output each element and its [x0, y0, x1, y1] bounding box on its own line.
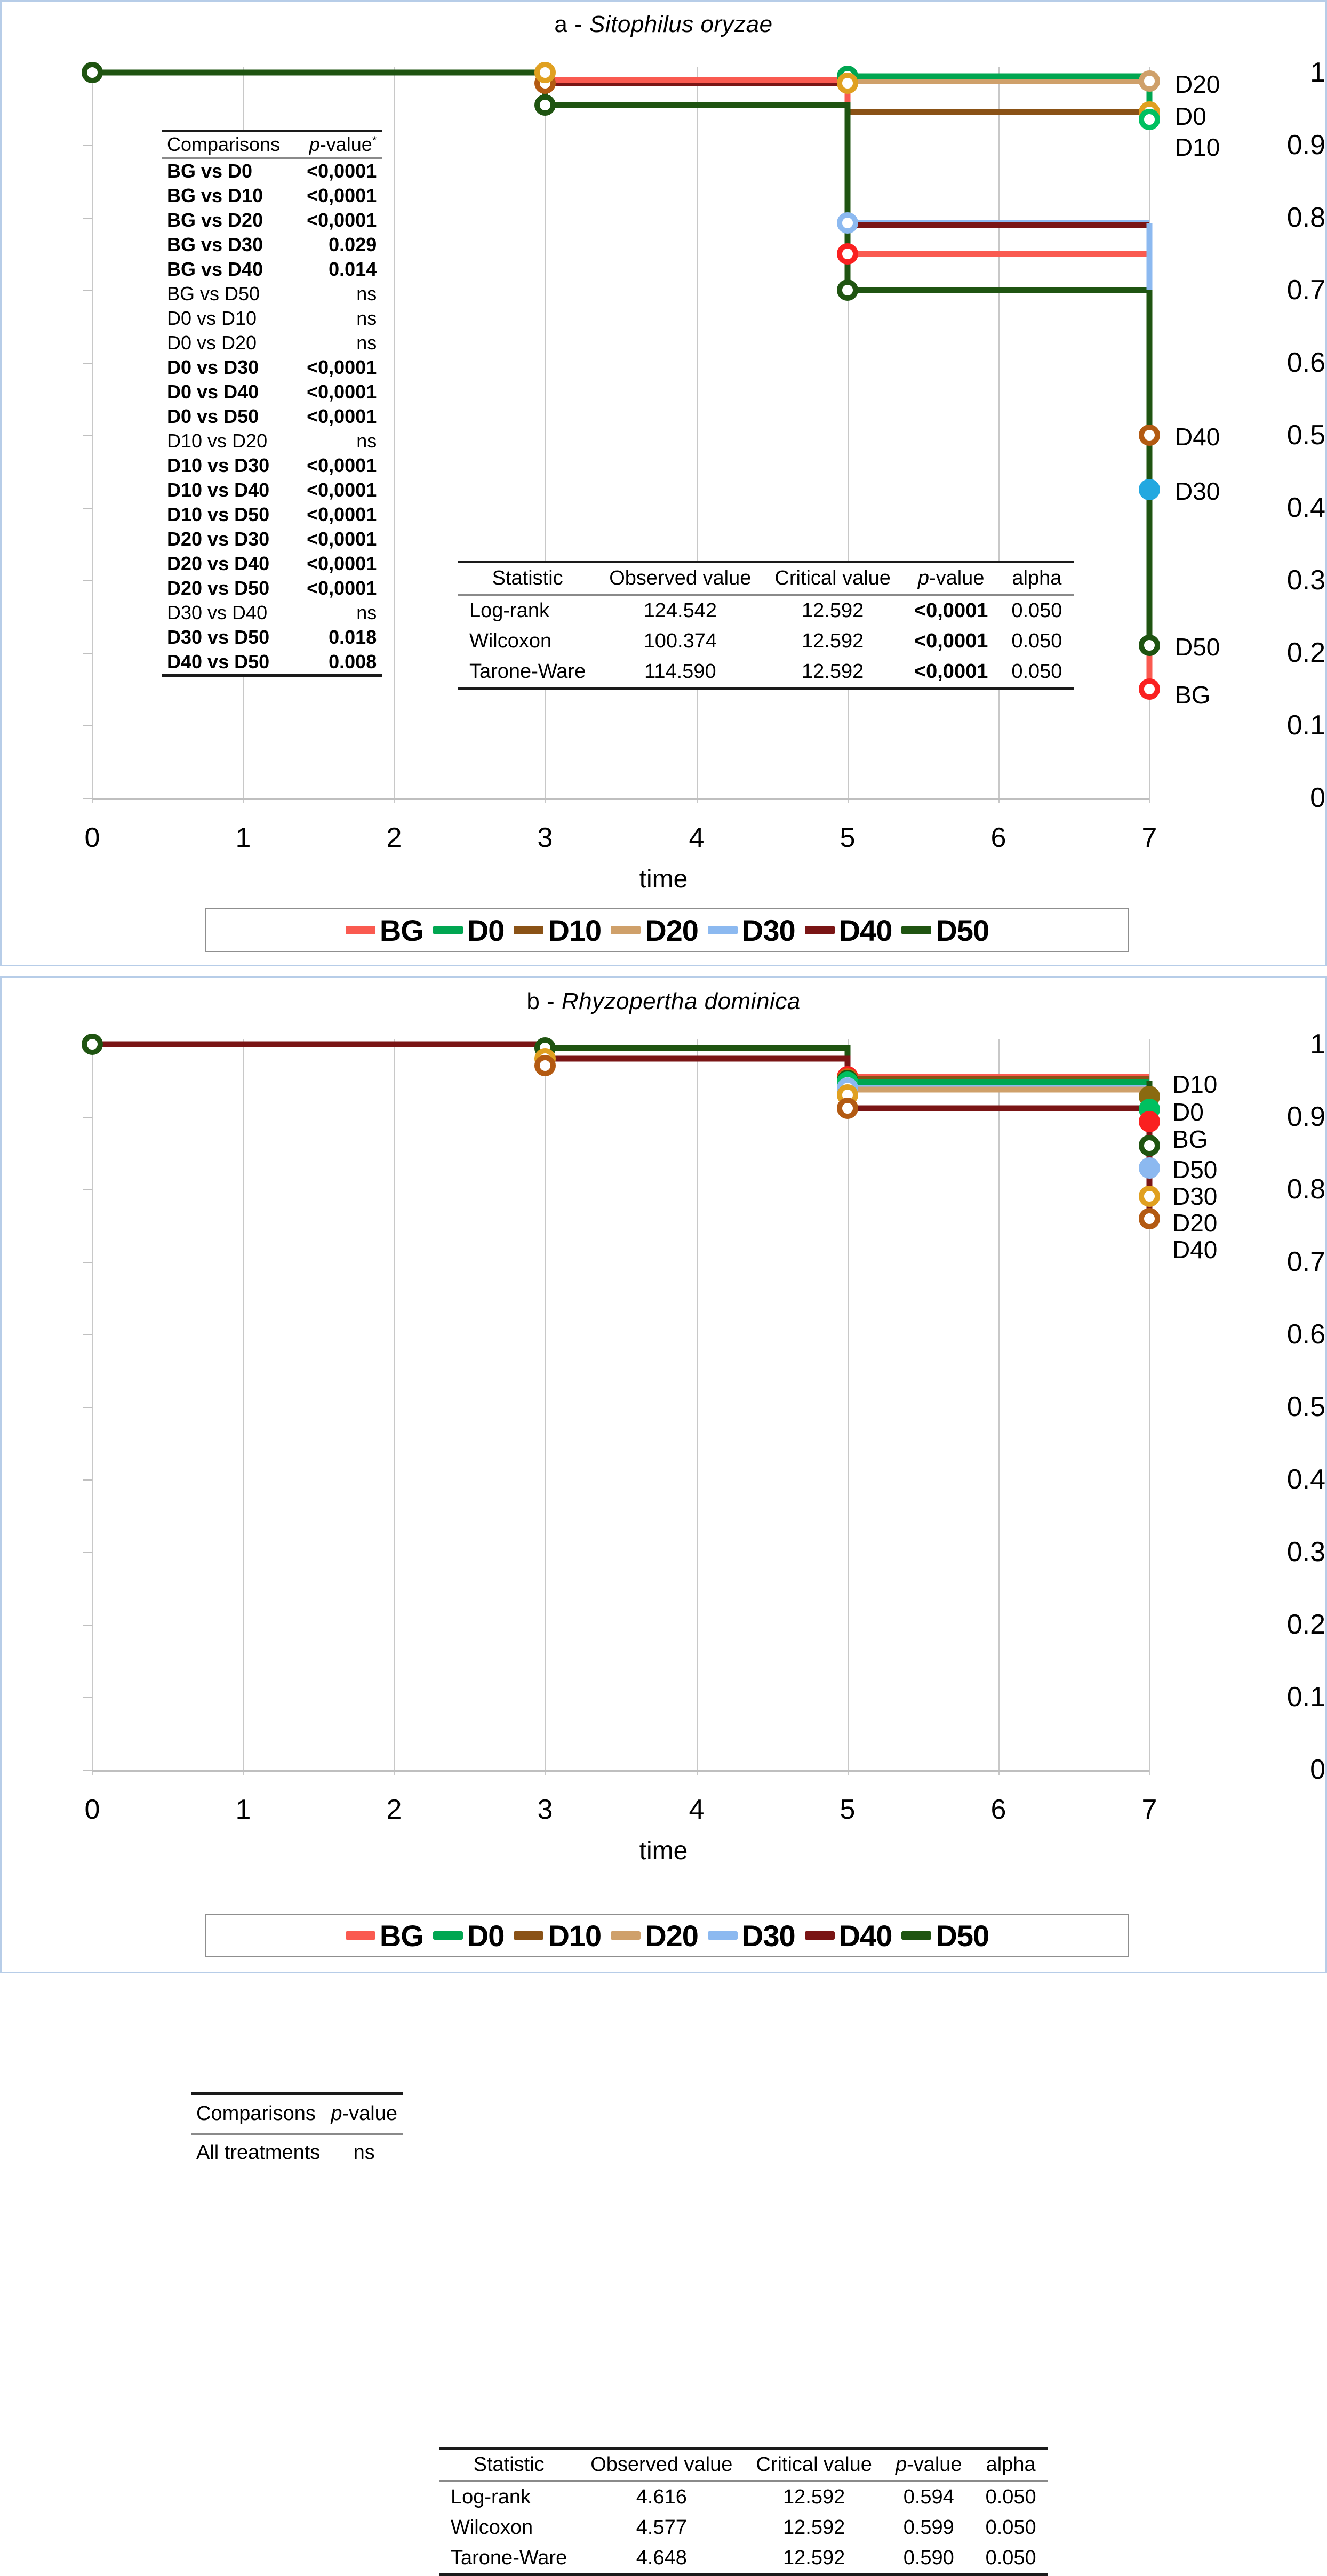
panel-b-ytick-03: 0.3 [1286, 1537, 1325, 1567]
panel-a-endlabel-D50: D50 [1175, 633, 1220, 661]
legend-item-D10[interactable] [514, 913, 601, 948]
panel-b-ytick-07: 0.7 [1286, 1246, 1325, 1277]
comparison-label: BG vs D30 [167, 234, 263, 255]
panel-a [0, 0, 1327, 966]
marker-start [84, 65, 100, 81]
comparison-label: D30 vs D50 [167, 626, 270, 648]
legend-label-D40: D40 [838, 1918, 892, 1953]
y-tick-mark-06 [83, 1334, 92, 1335]
stat-critical: 12.592 [783, 2486, 845, 2508]
comparison-pvalue: 0.008 [329, 651, 377, 673]
legend-label-D10: D10 [548, 1918, 602, 1953]
panel-a-xtick-2: 2 [386, 822, 402, 853]
y-tick-mark-07 [83, 1262, 92, 1263]
table-row [191, 2134, 403, 2171]
stat-alpha: 0.050 [985, 2486, 1036, 2508]
table-row [162, 380, 382, 404]
comparison-pvalue: <0,0001 [307, 553, 377, 574]
legend-swatch-D30 [708, 926, 738, 934]
y-tick-mark-05 [83, 1407, 92, 1408]
stat-observed: 100.374 [643, 630, 717, 652]
y-tick-mark-01 [83, 725, 92, 726]
marker-D30-x5 [840, 215, 856, 231]
legend-swatch-BG [346, 926, 375, 934]
legend-swatch-D0 [433, 1931, 463, 1940]
legend-label-D20: D20 [645, 913, 698, 947]
panel-b-xaxis-title: time [639, 1837, 688, 1865]
comparisons-header-pvalue: p-value [331, 2102, 397, 2125]
panel-b-endlabel-D40: D40 [1172, 1236, 1218, 1263]
comparison-label: D20 vs D30 [167, 528, 270, 550]
comparison-label: D20 vs D50 [167, 577, 270, 599]
comparison-pvalue: <0,0001 [307, 503, 377, 525]
table-row [162, 233, 382, 257]
panel-a-xtick-1: 1 [235, 822, 251, 853]
stat-pvalue: <0,0001 [914, 630, 988, 652]
comparison-label: D10 vs D20 [167, 430, 268, 452]
table-row [458, 657, 1074, 689]
comparison-label: D0 vs D20 [167, 332, 257, 354]
panel-b-title [2, 988, 1325, 1015]
legend-swatch-D20 [611, 1931, 641, 1940]
panel-a-ytick-1: 1 [1310, 57, 1325, 88]
comparison-label: D20 vs D40 [167, 553, 270, 574]
panel-a-xtick-7: 7 [1141, 822, 1157, 853]
legend-item-D30[interactable] [708, 913, 795, 948]
comparisons-header-label: Comparisons [167, 133, 281, 155]
marker-D40-x7 [1141, 427, 1157, 443]
panel-b-endlabel-D10: D10 [1172, 1070, 1218, 1098]
stat-thead [458, 562, 1074, 595]
table-row [162, 625, 382, 650]
stat-critical: 12.592 [802, 630, 864, 652]
y-tick-mark-03 [83, 1552, 92, 1553]
panel-b [0, 976, 1327, 2569]
marker-D20-x5 [840, 75, 856, 91]
legend-label-D20: D20 [645, 1918, 698, 1953]
comparisons-tbody [162, 158, 382, 676]
panel-b-legend [205, 1914, 1129, 1957]
stat-observed: 124.542 [643, 599, 717, 622]
stat-pvalue: 0.594 [903, 2486, 954, 2508]
marker-D30-x7 [1141, 482, 1157, 498]
stat-alpha: 0.050 [985, 2516, 1036, 2539]
comparison-pvalue: ns [356, 430, 377, 452]
stat-tbody [439, 2481, 1048, 2575]
stat-alpha: 0.050 [985, 2547, 1036, 2569]
marker-start [84, 1036, 100, 1052]
x-axis-line [92, 1770, 1149, 1772]
panel-b-endlabel-D30: D30 [1172, 1182, 1218, 1210]
marker-D30-x7 [1141, 1160, 1157, 1176]
comparison-label: BG vs D40 [167, 258, 263, 280]
panel-b-xtick-0: 0 [84, 1794, 100, 1825]
table-row [162, 208, 382, 233]
table-row [162, 306, 382, 331]
comparison-pvalue: ns [356, 307, 377, 329]
table-row [162, 404, 382, 429]
panel-b-ytick-1: 1 [1310, 1029, 1325, 1060]
legend-swatch-D40 [805, 926, 835, 934]
legend-item-D50[interactable] [901, 913, 989, 948]
legend-item-D0[interactable] [433, 913, 505, 948]
panel-a-title [2, 11, 1325, 38]
legend-item-D40[interactable] [805, 1918, 892, 1953]
comparison-pvalue: ns [353, 2141, 375, 2164]
stat-tbody [458, 595, 1074, 689]
stat-header-statistic: Statistic [492, 567, 563, 589]
table-row [162, 650, 382, 676]
legend-item-BG[interactable] [346, 1918, 423, 1953]
stat-header-pvalue: p-value [917, 567, 985, 589]
comparisons-header-row [191, 2094, 403, 2134]
comparison-label: D0 vs D50 [167, 405, 259, 427]
comparison-label: D10 vs D50 [167, 503, 270, 525]
legend-label-D40: D40 [838, 913, 892, 947]
marker-D20-x7 [1141, 1188, 1157, 1204]
panel-b-xtick-6: 6 [990, 1794, 1006, 1825]
legend-label-D30: D30 [741, 913, 795, 947]
table-row [162, 502, 382, 527]
legend-item-BG[interactable] [346, 913, 423, 948]
panel-b-ytick-08: 0.8 [1286, 1174, 1325, 1205]
stat-header-alpha: alpha [1012, 567, 1062, 589]
comparison-label: BG vs D50 [167, 283, 260, 305]
stat-name: Wilcoxon [451, 2516, 533, 2539]
comparison-label: D0 vs D10 [167, 307, 257, 329]
table-row [162, 183, 382, 208]
panel-a-xtick-6: 6 [990, 822, 1006, 853]
marker-D50-x7 [1141, 637, 1157, 653]
comparisons-thead [162, 131, 382, 158]
y-tick-mark-07 [83, 290, 92, 291]
panel-b-xtick-5: 5 [840, 1794, 856, 1825]
stat-pvalue: 0.590 [903, 2547, 954, 2569]
panel-a-endlabel-D20: D20 [1175, 70, 1220, 98]
table-row [458, 626, 1074, 657]
panel-a-ytick-05: 0.5 [1286, 420, 1325, 451]
p-rest: -value [319, 133, 372, 155]
table-row [439, 2481, 1048, 2513]
comparison-pvalue: ns [356, 283, 377, 305]
panel-b-xtick-4: 4 [689, 1794, 705, 1825]
y-tick-mark-05 [83, 435, 92, 436]
comparison-pvalue: <0,0001 [307, 528, 377, 550]
legend-item-D20[interactable] [611, 913, 698, 948]
panel-b-title-species: Rhyzopertha dominica [561, 988, 801, 1014]
comparison-label: D40 vs D50 [167, 651, 270, 673]
comparison-label: BG vs D20 [167, 209, 263, 231]
stat-name: Log-rank [469, 599, 549, 622]
stat-pvalue: 0.599 [903, 2516, 954, 2539]
legend-swatch-BG [346, 1931, 375, 1940]
comparison-pvalue: <0,0001 [307, 479, 377, 501]
stat-header-alpha: alpha [986, 2453, 1036, 2476]
panel-a-comparisons-table [162, 130, 382, 677]
comparison-label: D0 vs D30 [167, 356, 259, 378]
table-row [162, 355, 382, 380]
stat-critical: 12.592 [802, 660, 864, 683]
comparisons-header-pvalue [301, 131, 382, 158]
legend-label-BG: BG [379, 913, 423, 947]
stat-pvalue: <0,0001 [914, 660, 988, 683]
stat-observed: 4.648 [636, 2547, 687, 2569]
panel-b-endlabel-BG: BG [1172, 1125, 1208, 1153]
legend-item-D20[interactable] [611, 1918, 698, 1953]
comparison-pvalue: <0,0001 [307, 381, 377, 403]
stat-name: Log-rank [451, 2486, 531, 2508]
panel-b-ytick-06: 0.6 [1286, 1319, 1325, 1350]
comparison-pvalue: 0.018 [329, 626, 377, 648]
panel-b-endlabel-D0: D0 [1172, 1098, 1204, 1126]
stat-header-row [458, 562, 1074, 595]
comparison-pvalue: <0,0001 [307, 185, 377, 206]
table-row [458, 595, 1074, 626]
legend-swatch-D20 [611, 926, 641, 934]
legend-item-D50[interactable] [901, 1918, 989, 1953]
marker-D40-x5 [840, 1100, 856, 1116]
stat-header-observed: Observed value [590, 2453, 733, 2476]
p-italic: p [309, 133, 320, 155]
stat-header-statistic: Statistic [473, 2453, 545, 2476]
legend-label-D10: D10 [548, 913, 602, 947]
marker-D50-x7 [1141, 1138, 1157, 1154]
table-row [439, 2513, 1048, 2543]
comparison-label: All treatments [196, 2141, 321, 2164]
panel-b-xtick-3: 3 [537, 1794, 553, 1825]
y-tick-mark-0 [83, 798, 92, 799]
table-row [162, 527, 382, 551]
panel-a-ytick-06: 0.6 [1286, 347, 1325, 378]
panel-b-survival-curves [92, 1044, 1149, 1770]
marker-D20-x3 [537, 65, 553, 81]
table-row [162, 576, 382, 601]
comparison-pvalue: <0,0001 [307, 405, 377, 427]
comparisons-thead [191, 2094, 403, 2134]
legend-swatch-D40 [805, 1931, 835, 1940]
stat-name: Wilcoxon [469, 630, 552, 652]
stat-alpha: 0.050 [1011, 599, 1062, 622]
panel-a-ytick-08: 0.8 [1286, 202, 1325, 233]
legend-item-D30[interactable] [708, 1918, 795, 1953]
comparison-pvalue: 0.014 [329, 258, 377, 280]
y-tick-mark-03 [83, 580, 92, 581]
stat-name: Tarone-Ware [469, 660, 586, 683]
table-row [162, 478, 382, 502]
panel-b-xtick-1: 1 [235, 1794, 251, 1825]
stat-name: Tarone-Ware [451, 2547, 567, 2569]
comparison-pvalue: ns [356, 602, 377, 623]
marker-D40-x7 [1141, 1211, 1157, 1227]
legend-swatch-D10 [514, 1931, 543, 1940]
legend-swatch-D50 [901, 1931, 931, 1940]
comparison-label: D10 vs D40 [167, 479, 270, 501]
panel-a-endlabel-D40: D40 [1175, 423, 1220, 451]
table-row [162, 282, 382, 306]
panel-a-endlabel-D0: D0 [1175, 102, 1206, 130]
panel-a-ytick-03: 0.3 [1286, 565, 1325, 596]
panel-a-xtick-0: 0 [84, 822, 100, 853]
legend-label-D30: D30 [741, 1918, 795, 1953]
table-row [162, 158, 382, 183]
y-tick-mark-01 [83, 1697, 92, 1698]
legend-item-D10[interactable] [514, 1918, 601, 1953]
table-row [162, 453, 382, 478]
comparisons-tbody [191, 2134, 403, 2171]
stat-critical: 12.592 [783, 2516, 845, 2539]
panel-b-markers [84, 1036, 1157, 1227]
panel-b-ytick-04: 0.4 [1286, 1464, 1325, 1495]
comparison-label: D30 vs D40 [167, 602, 268, 623]
marker-D40-x3 [537, 1058, 553, 1074]
y-tick-mark-09 [83, 145, 92, 146]
stat-critical: 12.592 [802, 599, 864, 622]
panel-a-ytick-04: 0.4 [1286, 492, 1325, 523]
comparison-pvalue: 0.029 [329, 234, 377, 255]
legend-label-D0: D0 [467, 1918, 505, 1953]
y-tick-mark-08 [83, 218, 92, 219]
panel-b-xtick-7: 7 [1141, 1794, 1157, 1825]
x-axis-line [92, 798, 1149, 800]
stat-alpha: 0.050 [1011, 660, 1062, 683]
marker-BG-x7 [1141, 1114, 1157, 1130]
panel-b-endlabel-D50: D50 [1172, 1156, 1218, 1183]
marker-D0-x7 [1141, 111, 1157, 127]
panel-b-xtick-2: 2 [386, 1794, 402, 1825]
legend-swatch-D30 [708, 1931, 738, 1940]
stat-header-observed: Observed value [609, 567, 752, 589]
comparison-pvalue: <0,0001 [307, 577, 377, 599]
panel-b-ytick-05: 0.5 [1286, 1391, 1325, 1422]
panel-b-endlabel-D20: D20 [1172, 1209, 1218, 1237]
y-tick-mark-04 [83, 508, 92, 509]
table-row [439, 2543, 1048, 2575]
marker-D50-x5 [840, 282, 856, 298]
legend-swatch-D10 [514, 926, 543, 934]
stat-critical: 12.592 [783, 2547, 845, 2569]
legend-label-D0: D0 [467, 913, 505, 947]
p-star: * [372, 133, 377, 147]
comparison-pvalue: ns [356, 332, 377, 354]
panel-b-ytick-09: 0.9 [1286, 1101, 1325, 1132]
panel-b-title-prefix: b - [526, 988, 562, 1014]
legend-label-D50: D50 [936, 913, 989, 947]
panel-a-xtick-5: 5 [840, 822, 856, 853]
y-tick-mark-06 [83, 363, 92, 364]
stat-header-critical: Critical value [756, 2453, 872, 2476]
comparison-pvalue: <0,0001 [307, 209, 377, 231]
panel-a-ytick-0: 0 [1310, 782, 1325, 813]
panel-b-comparisons-table [191, 2092, 403, 2171]
comparison-pvalue: <0,0001 [307, 454, 377, 476]
legend-label-D50: D50 [936, 1918, 989, 1953]
stat-header-pvalue: p-value [895, 2453, 962, 2476]
stat-observed: 4.577 [636, 2516, 687, 2539]
comparison-pvalue: <0,0001 [307, 160, 377, 182]
panel-b-ytick-0: 0 [1310, 1754, 1325, 1785]
panel-a-title-prefix: a - [554, 11, 589, 37]
y-tick-mark-02 [83, 1625, 92, 1626]
panel-a-endlabel-D10: D10 [1175, 133, 1220, 161]
marker-D50-x3 [537, 97, 553, 113]
panel-a-xtick-3: 3 [537, 822, 553, 853]
panel-b-ytick-02: 0.2 [1286, 1609, 1325, 1640]
panel-a-xaxis-title: time [639, 865, 688, 893]
legend-swatch-D50 [901, 926, 931, 934]
panel-a-xtick-4: 4 [689, 822, 705, 853]
stat-header-row [439, 2449, 1048, 2482]
table-row [162, 429, 382, 453]
panel-a-ytick-02: 0.2 [1286, 637, 1325, 668]
panel-a-ytick-01: 0.1 [1286, 710, 1325, 741]
table-row [162, 601, 382, 625]
comparisons-header-row [162, 131, 382, 158]
comparison-label: BG vs D0 [167, 160, 253, 182]
legend-item-D40[interactable] [805, 913, 892, 948]
stat-thead [439, 2449, 1048, 2482]
table-row [162, 551, 382, 576]
legend-item-D0[interactable] [433, 1918, 505, 1953]
panel-a-ytick-07: 0.7 [1286, 275, 1325, 306]
comparison-label: D10 vs D30 [167, 454, 270, 476]
y-tick-mark-09 [83, 1117, 92, 1118]
panel-a-ytick-09: 0.9 [1286, 130, 1325, 161]
y-tick-mark-08 [83, 1189, 92, 1190]
stat-pvalue: <0,0001 [914, 599, 988, 622]
stat-observed: 114.590 [644, 660, 716, 683]
y-tick-mark-04 [83, 1479, 92, 1481]
panel-b-plot-area [92, 1044, 1149, 1770]
comparisons-header-label: Comparisons [196, 2102, 316, 2125]
panel-a-legend [205, 908, 1129, 952]
stat-header-critical: Critical value [774, 567, 891, 589]
table-row [162, 331, 382, 355]
comparison-label: D0 vs D40 [167, 381, 259, 403]
y-tick-mark-02 [83, 653, 92, 654]
marker-BG-x5 [840, 246, 856, 262]
marker-D20-x7 [1141, 73, 1157, 89]
comparison-label: BG vs D10 [167, 185, 263, 206]
comparison-pvalue: <0,0001 [307, 356, 377, 378]
panel-a-endlabel-D30: D30 [1175, 477, 1220, 505]
marker-BG-x7 [1141, 681, 1157, 697]
stat-alpha: 0.050 [1011, 630, 1062, 652]
y-tick-mark-0 [83, 1770, 92, 1771]
panel-b-stat-table [439, 2447, 1048, 2576]
panel-a-endlabel-BG: BG [1175, 681, 1211, 709]
stat-observed: 4.616 [636, 2486, 687, 2508]
panel-b-ytick-01: 0.1 [1286, 1682, 1325, 1713]
legend-swatch-D0 [433, 926, 463, 934]
legend-label-BG: BG [379, 1918, 423, 1953]
table-row [162, 257, 382, 282]
panel-a-stat-table [458, 561, 1074, 690]
panel-a-title-species: Sitophilus oryzae [589, 11, 773, 37]
